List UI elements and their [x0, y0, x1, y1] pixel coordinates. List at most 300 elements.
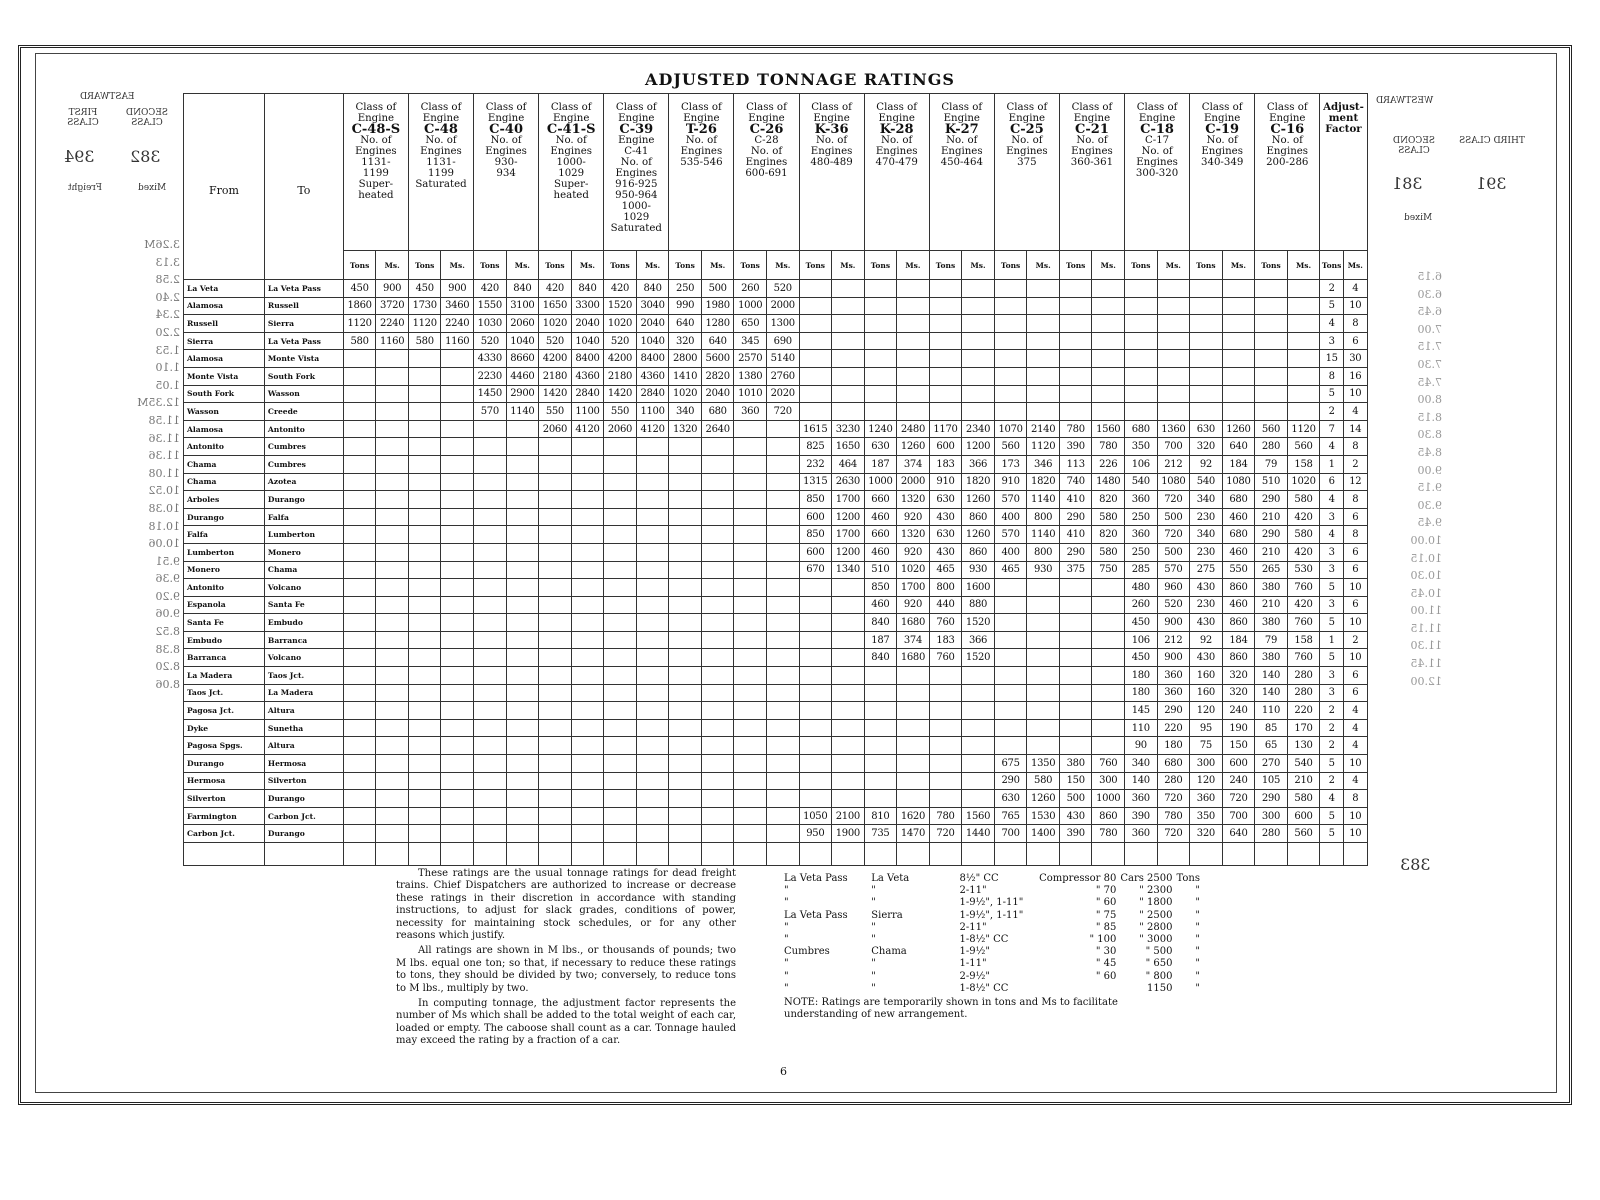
ms-cell: 1140 [1027, 491, 1060, 509]
tons-cell [994, 596, 1027, 614]
tons-cell [408, 755, 441, 773]
ms-cell [636, 491, 669, 509]
ms-cell [701, 684, 734, 702]
tons-cell [669, 684, 702, 702]
ms-cell: 280 [1287, 684, 1320, 702]
ms-cell [1027, 631, 1060, 649]
adjustment-tons-cell: 4 [1320, 790, 1344, 808]
adjustment-ms-cell: 6 [1343, 596, 1367, 614]
tons-cell [539, 702, 572, 720]
tons-cell: 800 [929, 579, 962, 597]
tons-cell [539, 473, 572, 491]
ms-cell: 530 [1287, 561, 1320, 579]
ms-cell [766, 684, 799, 702]
table-row [184, 825, 1368, 843]
ms-cell [571, 790, 604, 808]
ms-cell: 3300 [571, 297, 604, 315]
ms-cell [832, 790, 865, 808]
tons-cell [408, 367, 441, 385]
tons-cell [1255, 332, 1288, 350]
from-station: Lumberton [184, 543, 265, 561]
tons-cell [734, 755, 767, 773]
ghost-time: 9.15 [1417, 481, 1442, 495]
adjustment-ms-cell: 16 [1343, 367, 1367, 385]
ms-cell: 580 [1027, 772, 1060, 790]
compressor-row [784, 958, 1204, 970]
adjustment-factor-header [1320, 94, 1367, 251]
ms-cell: 212 [1157, 455, 1190, 473]
compressor-cell: " [784, 934, 789, 946]
tons-cell [929, 350, 962, 368]
ms-subheader: Ms. [571, 251, 604, 280]
ms-cell [832, 755, 865, 773]
ghost-time: 11.36 [148, 431, 180, 445]
compressor-cell: Chama [871, 946, 907, 958]
ms-cell: 1000 [1092, 790, 1125, 808]
ghost-time: 8.45 [1417, 445, 1442, 459]
tons-cell: 1450 [474, 385, 507, 403]
tons-cell: 660 [864, 491, 897, 509]
tons-cell [1255, 315, 1288, 333]
class-detail: Engine [618, 135, 655, 146]
tons-cell: 106 [1125, 455, 1158, 473]
tons-cell: 440 [929, 596, 962, 614]
ms-cell: 1160 [376, 332, 409, 350]
from-station: Arboles [184, 491, 265, 509]
tons-cell [734, 649, 767, 667]
table-row [184, 684, 1368, 702]
class-label: Class of [1136, 102, 1178, 113]
engine-class-code: C-26 [749, 122, 784, 137]
table-row [184, 473, 1368, 491]
tons-cell [343, 596, 376, 614]
ms-cell: 720 [1157, 790, 1190, 808]
table-row [184, 350, 1368, 368]
tons-cell: 570 [994, 526, 1027, 544]
ms-subheader: Ms. [506, 251, 539, 280]
ms-cell: 420 [1287, 508, 1320, 526]
blank-cell [1343, 843, 1367, 866]
to-station: Cumbres [264, 455, 343, 473]
ghost-time: 6.15 [1417, 270, 1442, 283]
ms-cell [376, 385, 409, 403]
tons-cell [994, 667, 1027, 685]
ms-cell [636, 807, 669, 825]
tons-cell [669, 702, 702, 720]
ms-cell: 750 [1092, 561, 1125, 579]
tons-cell: 1410 [669, 367, 702, 385]
class-label: Class of [550, 102, 592, 113]
tons-cell [799, 332, 832, 350]
ms-cell: 800 [1027, 508, 1060, 526]
to-station: Cumbres [264, 438, 343, 456]
ms-cell [1157, 280, 1190, 298]
ms-cell [701, 491, 734, 509]
compressor-cell: " 85 [1095, 921, 1117, 933]
ms-cell [766, 579, 799, 597]
tons-cell: 320 [1190, 438, 1223, 456]
compressor-cell: " [1195, 885, 1200, 897]
ghost-time: 7.30 [1417, 357, 1442, 371]
ms-cell [376, 825, 409, 843]
adjustment-ms-cell: 4 [1343, 403, 1367, 421]
class-label: Engine [422, 113, 460, 124]
ms-cell [571, 807, 604, 825]
tons-cell: 450 [408, 280, 441, 298]
engine-class-header [1059, 94, 1124, 251]
compressor-cell: 1-9½", 1-11" [959, 909, 1024, 921]
ms-cell [1027, 614, 1060, 632]
tons-cell [734, 790, 767, 808]
tons-cell [734, 491, 767, 509]
ghost-time: 11.58 [148, 413, 180, 427]
ghost-time: 8.30 [1417, 428, 1442, 442]
tons-cell: 1170 [929, 420, 962, 438]
tons-cell [343, 649, 376, 667]
ms-cell: 820 [1092, 526, 1125, 544]
tons-cell [343, 491, 376, 509]
from-station: South Fork [184, 385, 265, 403]
blank-cell [506, 843, 539, 866]
class-label: Engine [1073, 113, 1111, 124]
ms-cell [832, 280, 865, 298]
ms-subheader: Ms. [1222, 251, 1255, 280]
ghost-time: 10.38 [148, 501, 180, 515]
ms-cell [1222, 315, 1255, 333]
class-detail: 200-286 [1266, 157, 1309, 168]
tons-cell: 145 [1125, 702, 1158, 720]
compressor-ratings [784, 873, 1204, 1021]
tons-cell: 520 [474, 332, 507, 350]
ms-cell [441, 508, 474, 526]
ms-cell: 366 [962, 455, 995, 473]
ms-cell [832, 737, 865, 755]
table-row [184, 561, 1368, 579]
ms-cell [766, 420, 799, 438]
from-station: Alamosa [184, 297, 265, 315]
tons-cell: 760 [929, 649, 962, 667]
tons-cell [343, 684, 376, 702]
adjustment-ms-cell: 10 [1343, 297, 1367, 315]
ms-cell: 464 [832, 455, 865, 473]
tons-cell [474, 719, 507, 737]
compressor-cell: " [1195, 897, 1200, 909]
class-detail: No. of [1076, 135, 1108, 146]
ms-cell [571, 737, 604, 755]
compressor-cell: " [1195, 934, 1200, 946]
tons-cell: 570 [474, 403, 507, 421]
blank-cell [604, 843, 637, 866]
ms-cell [701, 508, 734, 526]
ms-cell [506, 455, 539, 473]
from-station: Wasson [184, 403, 265, 421]
ms-cell: 1200 [832, 543, 865, 561]
ms-cell [1092, 332, 1125, 350]
tons-cell: 840 [864, 614, 897, 632]
tons-subheader: Tons [1125, 251, 1158, 280]
tons-cell [539, 455, 572, 473]
ms-cell [441, 684, 474, 702]
tons-cell [1190, 280, 1223, 298]
ms-cell [441, 631, 474, 649]
tons-cell [929, 315, 962, 333]
class-label: Class of [420, 102, 462, 113]
tons-cell: 430 [1190, 649, 1223, 667]
table-row [184, 702, 1368, 720]
to-station: Lumberton [264, 526, 343, 544]
blank-cell [1190, 843, 1223, 866]
tons-cell [669, 631, 702, 649]
ms-cell: 1620 [897, 807, 930, 825]
tons-cell: 380 [1255, 579, 1288, 597]
from-station: La Veta [184, 280, 265, 298]
table-row [184, 526, 1368, 544]
tons-cell [734, 455, 767, 473]
ms-cell [1027, 702, 1060, 720]
tons-cell [408, 508, 441, 526]
ms-cell [506, 543, 539, 561]
tons-cell [604, 491, 637, 509]
tons-cell [343, 579, 376, 597]
compressor-cell [1039, 983, 1120, 995]
tons-cell: 430 [1190, 579, 1223, 597]
from-station: Antonito [184, 579, 265, 597]
tons-cell [604, 631, 637, 649]
ms-cell: 860 [1222, 579, 1255, 597]
ms-cell: 210 [1287, 772, 1320, 790]
ms-cell: 600 [1222, 755, 1255, 773]
ghost-time: 10.06 [148, 537, 180, 551]
ms-cell: 1680 [897, 614, 930, 632]
right-ghost-times [1382, 268, 1442, 690]
ms-cell [571, 473, 604, 491]
ms-cell: 1040 [636, 332, 669, 350]
ms-cell [636, 455, 669, 473]
compressor-row [784, 873, 1204, 885]
tons-cell [539, 614, 572, 632]
to-station: Durango [264, 790, 343, 808]
to-station: Durango [264, 491, 343, 509]
tons-cell [994, 315, 1027, 333]
adjustment-tons-cell: 3 [1320, 596, 1344, 614]
class-label: Class of [1006, 102, 1048, 113]
tons-cell: 250 [1125, 543, 1158, 561]
tons-cell: 1650 [539, 297, 572, 315]
tons-cell: 430 [1059, 807, 1092, 825]
tons-cell: 160 [1190, 684, 1223, 702]
table-row [184, 596, 1368, 614]
ghost-time: 12.00 [1410, 674, 1442, 688]
to-station: La Veta Pass [264, 280, 343, 298]
ms-cell [376, 403, 409, 421]
adjustment-label: Adjust- [1323, 101, 1364, 113]
ms-cell [897, 772, 930, 790]
from-station: Taos Jct. [184, 684, 265, 702]
tons-cell [604, 614, 637, 632]
class-label: Engine [748, 113, 785, 124]
ms-cell: 460 [1222, 596, 1255, 614]
tons-cell: 320 [1190, 825, 1223, 843]
from-station: Alamosa [184, 350, 265, 368]
table-row [184, 420, 1368, 438]
table-row [184, 579, 1368, 597]
ms-cell [766, 596, 799, 614]
tons-cell: 360 [1125, 790, 1158, 808]
adjustment-tons-cell: 2 [1320, 702, 1344, 720]
adjustment-ms-cell: 10 [1343, 579, 1367, 597]
ms-cell [441, 473, 474, 491]
class-detail: 916-925 [615, 179, 658, 190]
compressor-cell: " [871, 885, 876, 897]
ms-cell [636, 772, 669, 790]
tons-cell [734, 526, 767, 544]
left-freight: Freight [68, 183, 102, 193]
tons-cell [1125, 367, 1158, 385]
ms-cell [636, 561, 669, 579]
tons-cell: 2570 [734, 350, 767, 368]
blank-cell [636, 843, 669, 866]
ms-cell: 900 [1157, 614, 1190, 632]
ms-cell: 1320 [897, 491, 930, 509]
ms-cell [441, 403, 474, 421]
tons-cell [1190, 332, 1223, 350]
tons-cell: 4330 [474, 350, 507, 368]
tons-cell: 1000 [864, 473, 897, 491]
tons-cell [799, 350, 832, 368]
adjustment-ms-cell: 14 [1343, 420, 1367, 438]
table-row [184, 790, 1368, 808]
ms-cell: 280 [1157, 772, 1190, 790]
ms-cell [962, 790, 995, 808]
ghost-time: 11.08 [148, 466, 180, 480]
table-row [184, 807, 1368, 825]
tons-cell: 520 [604, 332, 637, 350]
tons-cell [539, 508, 572, 526]
ms-cell [376, 649, 409, 667]
ms-cell: 580 [1287, 526, 1320, 544]
ms-cell [441, 719, 474, 737]
ms-cell: 1040 [571, 332, 604, 350]
engine-class-header [994, 94, 1059, 251]
tons-cell [604, 702, 637, 720]
tons-cell: 2800 [669, 350, 702, 368]
ghost-time: 9.30 [1417, 498, 1442, 512]
ms-cell [506, 614, 539, 632]
ms-cell [832, 579, 865, 597]
tons-cell: 630 [929, 491, 962, 509]
tons-cell: 360 [1125, 491, 1158, 509]
ms-cell [766, 438, 799, 456]
tons-cell [474, 455, 507, 473]
engine-class-header [1255, 94, 1320, 251]
ms-cell [376, 491, 409, 509]
adjustment-ms-cell: 6 [1343, 508, 1367, 526]
from-station: Chama [184, 455, 265, 473]
tons-cell [343, 737, 376, 755]
ms-cell: 290 [1157, 702, 1190, 720]
tons-cell [539, 790, 572, 808]
tons-cell: 1120 [408, 315, 441, 333]
compressor-cell: " 3000 [1139, 934, 1173, 946]
tons-cell [408, 596, 441, 614]
to-station: Falfa [264, 508, 343, 526]
tons-cell [1059, 596, 1092, 614]
tons-cell [408, 649, 441, 667]
tons-cell: 420 [474, 280, 507, 298]
class-detail: 360-361 [1070, 157, 1114, 168]
tons-cell: 183 [929, 631, 962, 649]
ms-cell [897, 350, 930, 368]
ms-cell [571, 561, 604, 579]
class-detail: 450-464 [940, 157, 983, 168]
tons-cell [929, 332, 962, 350]
ms-cell [1027, 579, 1060, 597]
tons-cell: 265 [1255, 561, 1288, 579]
tons-cell: 2230 [474, 367, 507, 385]
ms-cell [571, 491, 604, 509]
ms-cell: 1440 [962, 825, 995, 843]
ms-cell [376, 420, 409, 438]
compressor-row [784, 922, 1204, 934]
ms-cell: 1820 [962, 473, 995, 491]
tons-cell [539, 579, 572, 597]
ms-cell [897, 684, 930, 702]
ms-subheader: Ms. [441, 251, 474, 280]
compressor-cell: 1-8½" CC [959, 982, 1009, 994]
ms-cell: 560 [1287, 438, 1320, 456]
tons-cell: 375 [1059, 561, 1092, 579]
ms-cell [897, 702, 930, 720]
tons-cell: 550 [604, 403, 637, 421]
tons-cell [1125, 350, 1158, 368]
tons-cell [343, 473, 376, 491]
ms-cell [1157, 297, 1190, 315]
left-mixed: Mixed [138, 183, 167, 193]
compressor-row [784, 897, 1204, 909]
tons-cell [474, 438, 507, 456]
ms-cell [506, 755, 539, 773]
ms-cell [1222, 332, 1255, 350]
tons-cell [1255, 297, 1288, 315]
ghost-time: 6.30 [1417, 287, 1442, 301]
ms-cell: 1260 [1027, 790, 1060, 808]
tons-subheader: Tons [864, 251, 897, 280]
tons-cell [669, 825, 702, 843]
ms-cell [571, 772, 604, 790]
from-station: Carbon Jct. [184, 825, 265, 843]
ms-cell [636, 825, 669, 843]
ms-cell: 2240 [376, 315, 409, 333]
ms-cell [376, 561, 409, 579]
tons-cell [1125, 385, 1158, 403]
ms-cell [1157, 367, 1190, 385]
class-detail: Engines [875, 146, 918, 157]
ghost-time: 10.18 [148, 519, 180, 533]
blank-cell [929, 843, 962, 866]
ms-cell: 130 [1287, 737, 1320, 755]
class-detail: Engines [1006, 146, 1048, 157]
engine-class-code: K-28 [879, 122, 914, 137]
ms-cell [832, 385, 865, 403]
tons-cell [799, 403, 832, 421]
ms-cell: 640 [1222, 825, 1255, 843]
tons-cell: 75 [1190, 737, 1223, 755]
tons-cell [604, 719, 637, 737]
to-column-header: To [264, 94, 343, 280]
adjustment-tons-cell: 3 [1320, 332, 1344, 350]
tons-cell [1125, 297, 1158, 315]
ms-cell: 860 [1092, 807, 1125, 825]
